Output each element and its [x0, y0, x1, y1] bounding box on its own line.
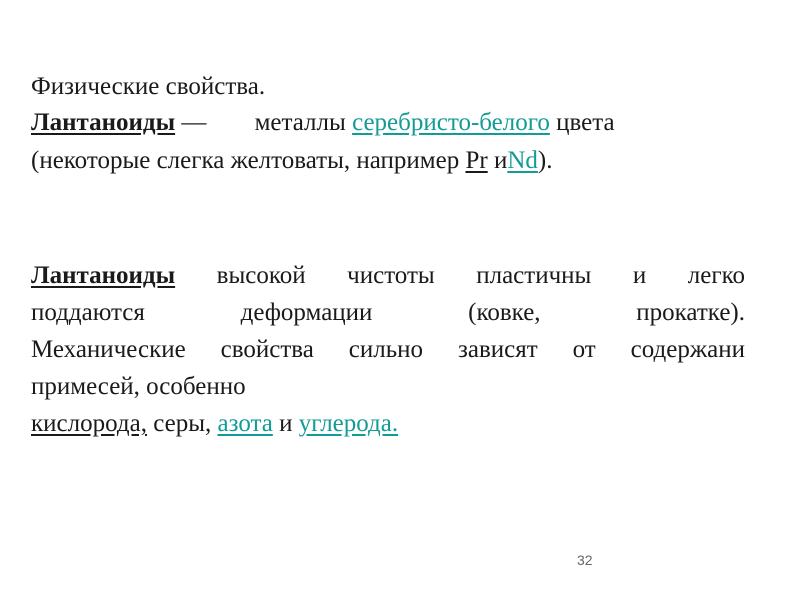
and-text: и — [493, 147, 508, 174]
metals-text: металлы — [254, 109, 346, 136]
sulfur-text: серы, — [153, 410, 212, 437]
paragraph-line: Механические свойства сильно зависят от содержани — [31, 336, 745, 363]
link-nitrogen[interactable]: азота — [217, 410, 273, 437]
paragraph-line: поддаются деформации (ковке, прокатке). — [31, 299, 745, 326]
em-dash: — — [181, 109, 207, 136]
term-lanthanides: Лантаноиды — [31, 109, 176, 136]
paragraph-line — [31, 405, 745, 442]
and-text: и — [279, 410, 293, 437]
oxygen-text: кислорода, — [31, 410, 147, 437]
color-text: цвета — [556, 109, 615, 136]
paragraph-line — [31, 142, 751, 180]
link-neodymium[interactable]: Nd — [507, 147, 538, 174]
closing-text: ). — [537, 147, 553, 174]
paragraph-line: примесей, особенно — [31, 373, 246, 400]
link-silver-white[interactable]: серебристо-белого — [352, 109, 550, 136]
term-lanthanides: Лантаноиды — [31, 262, 176, 289]
paragraph-line — [31, 104, 751, 142]
praseodymium-symbol: Pr — [465, 147, 488, 174]
paragraph-lanthanides-color — [31, 104, 751, 180]
yellowish-text: (некоторые слегка желтоваты, например — [31, 147, 460, 174]
link-carbon[interactable]: углерода. — [298, 410, 399, 437]
slide-heading: Физические свойства. — [31, 73, 266, 100]
plasticity-text: высокой чистоты пластичны и легко — [216, 262, 745, 289]
paragraph-lanthanides-plasticity — [31, 257, 745, 442]
paragraph-line — [31, 257, 745, 294]
page-number: 32 — [577, 552, 593, 568]
